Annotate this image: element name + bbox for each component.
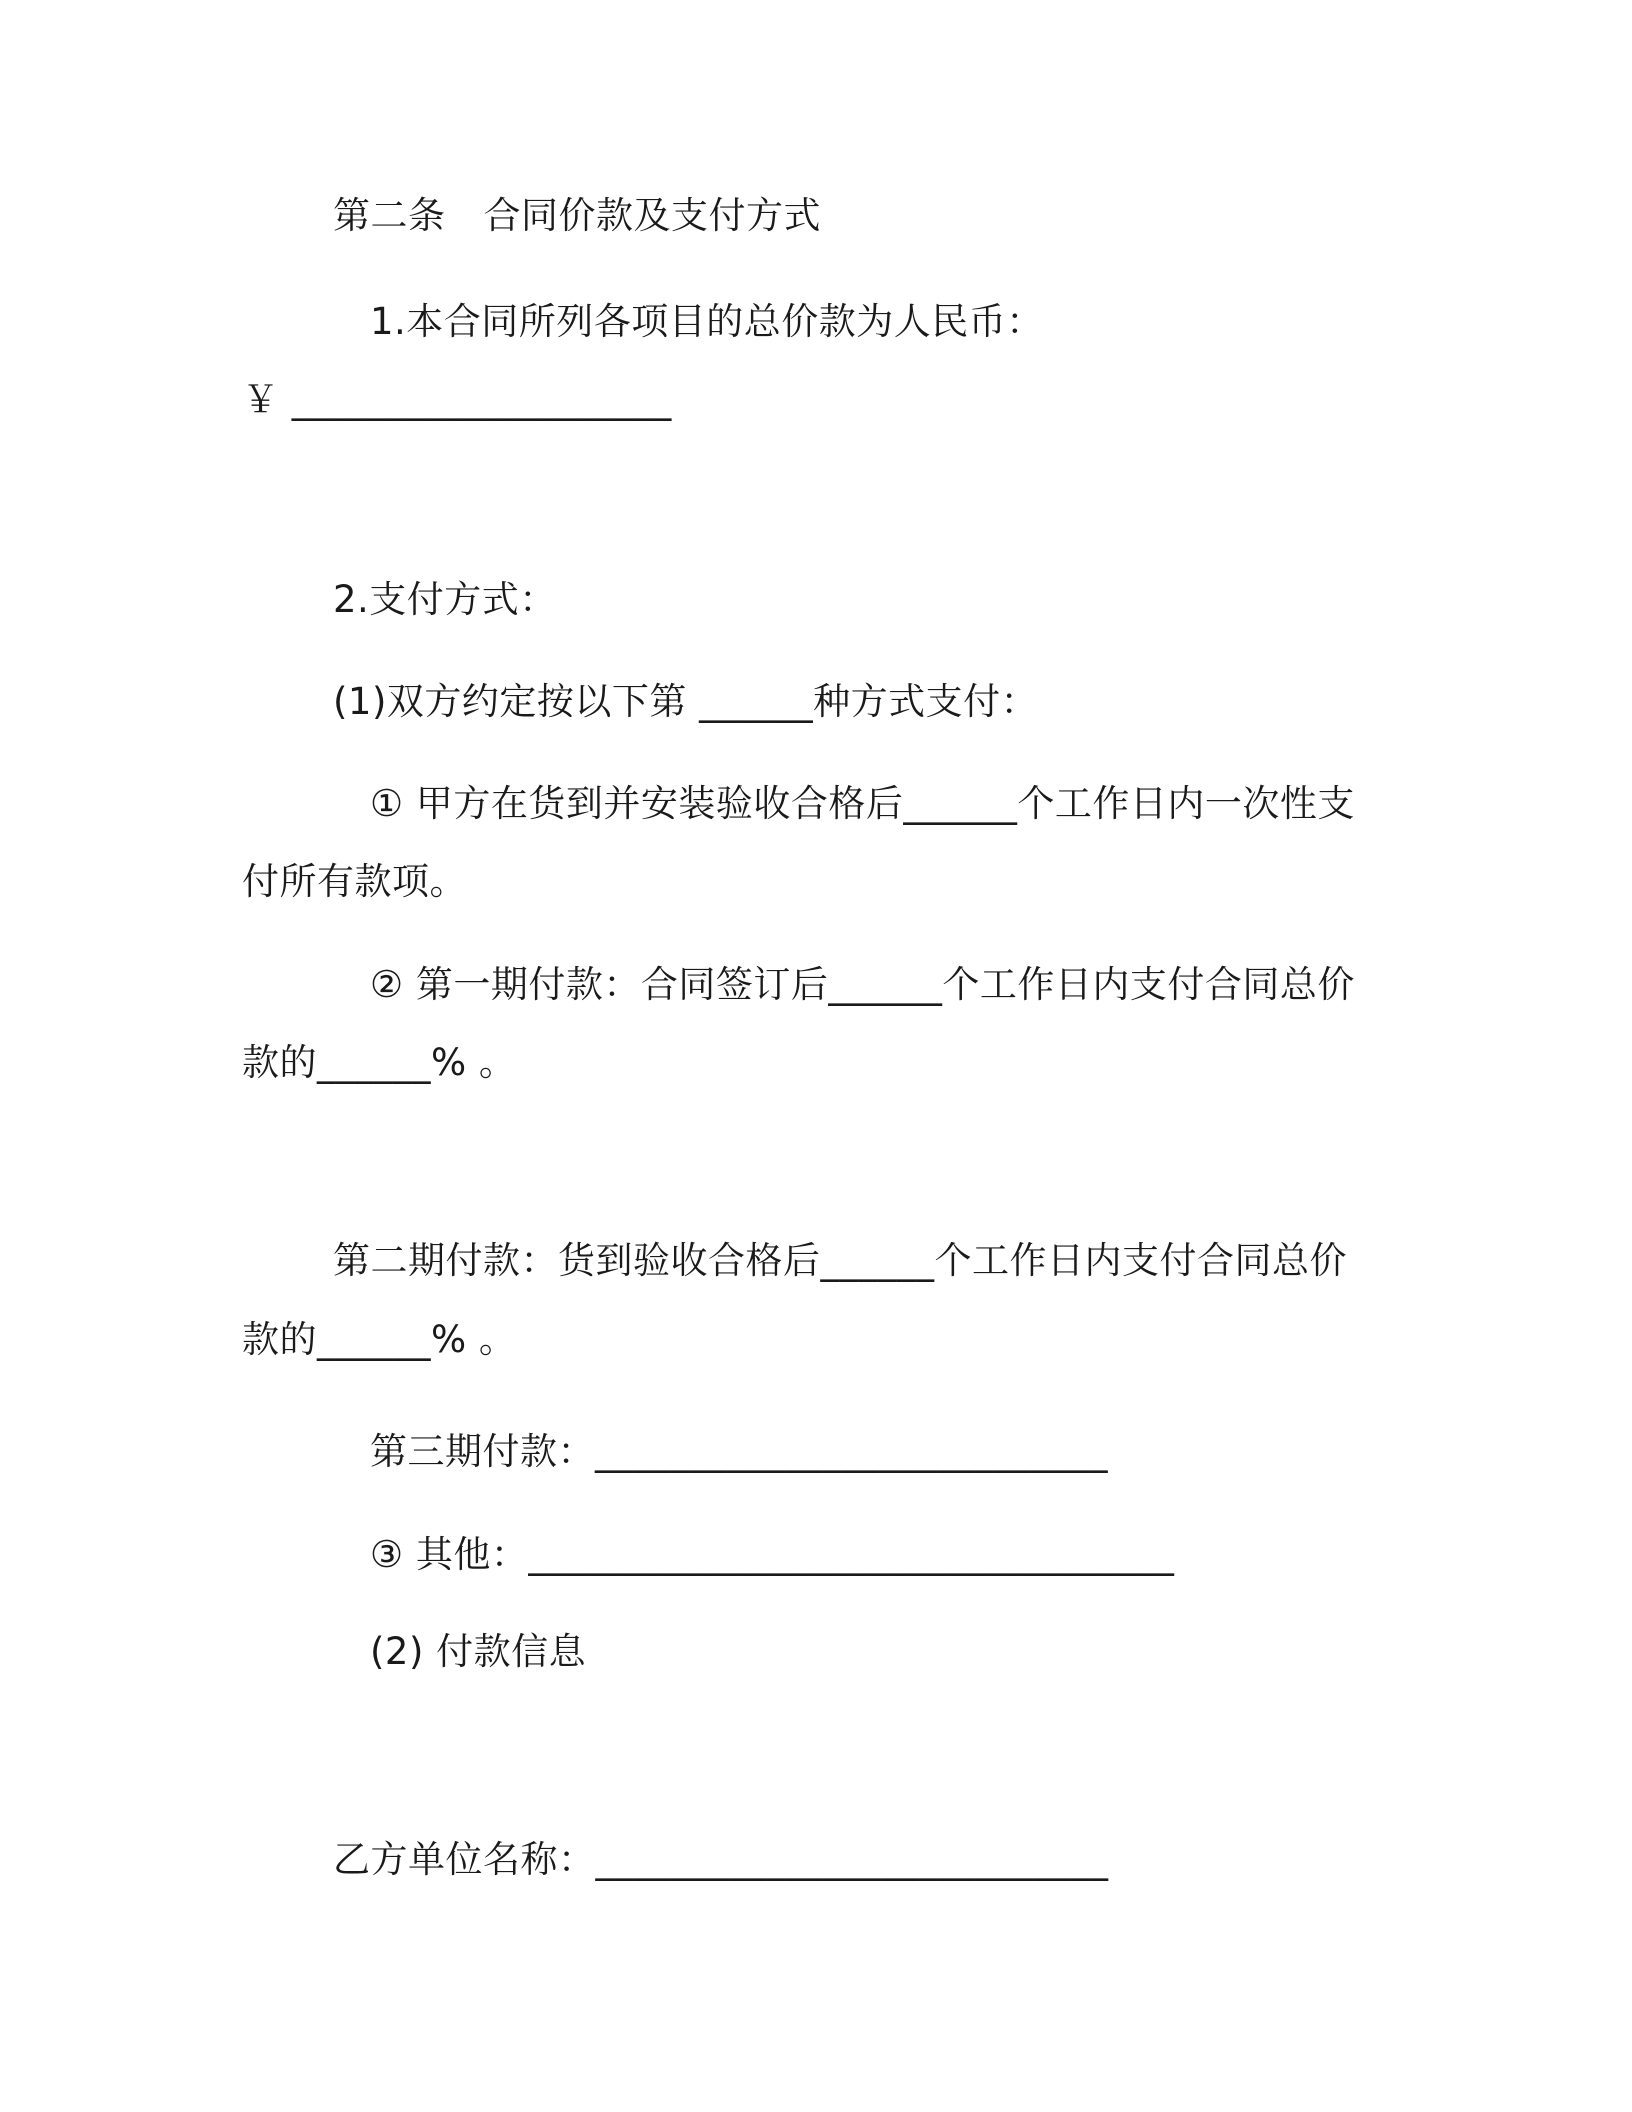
option-2-line-1: ② 第一期付款：合同签订后______个工作日内支付合同总价 <box>370 963 1355 1006</box>
phase-3-line: 第三期付款：___________________________ <box>370 1430 1108 1473</box>
total-price-label: 1.本合同所列各项目的总价款为人民币： <box>370 300 1044 343</box>
article-number: 第二条 <box>333 194 446 237</box>
payment-agreement-line: (1)双方约定按以下第 ______种方式支付： <box>333 680 1039 723</box>
option-2-line-2: 款的______% 。 <box>242 1041 517 1084</box>
phase-2-line-1: 第二期付款：货到验收合格后______个工作日内支付合同总价 <box>333 1239 1347 1282</box>
option-3-line: ③ 其他：__________________________________ <box>370 1533 1175 1576</box>
party-b-name-line: 乙方单位名称：___________________________ <box>333 1838 1109 1881</box>
total-price-blank: ￥ ____________________ <box>242 378 672 421</box>
phase-2-line-2: 款的______% 。 <box>242 1318 517 1361</box>
option-1-line-2: 付所有款项。 <box>242 860 467 903</box>
option-1-line-1: ① 甲方在货到并安装验收合格后______个工作日内一次性支 <box>370 782 1355 825</box>
article-heading <box>333 192 821 240</box>
payment-method-heading: 2.支付方式： <box>333 578 557 621</box>
article-title: 合同价款及支付方式 <box>483 194 821 237</box>
payment-info-heading: (2) 付款信息 <box>370 1630 587 1673</box>
